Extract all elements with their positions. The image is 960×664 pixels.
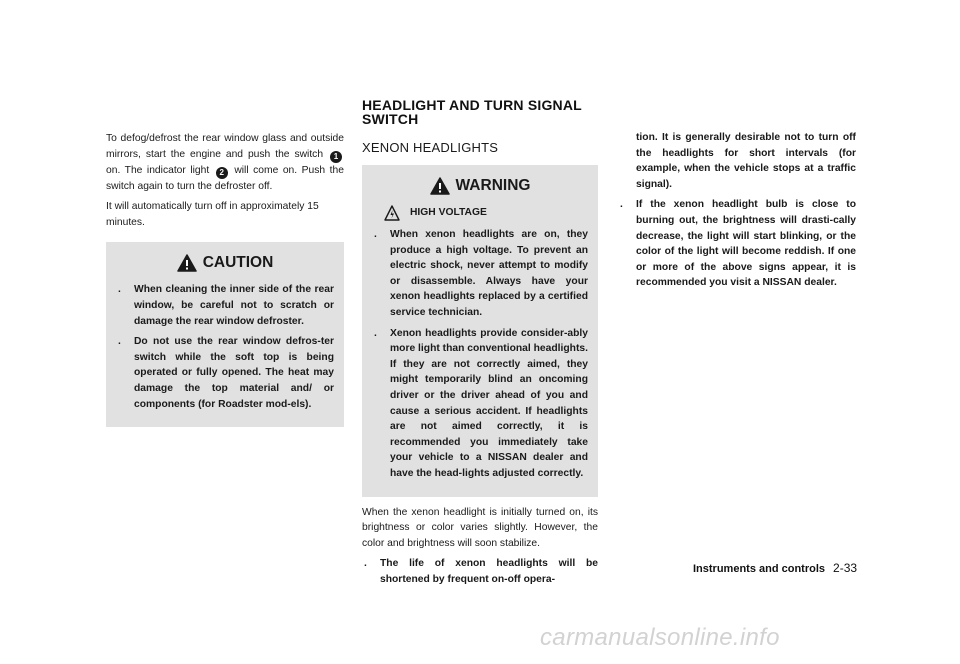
caution-item: . Do not use the rear window defros-ter switch while the soft top is being operated or fully opened. The heat may damage the top material and/ or components (for Roadster mod-els). bbox=[118, 336, 334, 410]
callout-1-icon: 1 bbox=[330, 151, 342, 163]
watermark: carmanualsonline.info bbox=[540, 624, 780, 651]
caution-item: . When cleaning the inner side of the rear window, be careful not to scratch or damage the rear window defroster. bbox=[118, 284, 334, 327]
warning-triangle-icon bbox=[430, 177, 450, 195]
xenon-life-item: . The life of xenon headlights will be shortened by frequent on-off opera- bbox=[364, 558, 598, 585]
column-middle bbox=[362, 140, 598, 592]
xenon-paragraph: When the xenon headlight is initially turned on, its brightness or color varies slightly. However, the color and brightness will soon stabilize. bbox=[362, 506, 598, 549]
defogger-paragraph: To defog/defrost the rear window glass and outside mirrors, start the engine and push the switch 1 on. The indicator light 2 will come on. Push the switch again to turn the defroster off. bbox=[106, 133, 344, 192]
high-voltage-row bbox=[384, 205, 588, 221]
high-voltage-icon bbox=[384, 205, 400, 221]
callout-2-icon: 2 bbox=[216, 167, 228, 179]
page-number: 2-33 bbox=[833, 561, 858, 575]
auto-off-paragraph: It will automatically turn off in approximately 15 minutes. bbox=[106, 201, 319, 228]
footer-section: Instruments and controls bbox=[693, 563, 826, 575]
section-heading-line2: SWITCH bbox=[362, 111, 419, 127]
warning-triangle-icon bbox=[177, 254, 197, 272]
warning-item: . When xenon headlights are on, they produce a high voltage. To prevent an electric shock, never attempt to modify or disassemble. Always have your xenon headlights replaced by a certified service technician. bbox=[374, 229, 588, 318]
continued-item: tion. It is generally desirable not to turn off the headlights for short intervals (for example, when the vehicle stops at a traffic signal). bbox=[636, 132, 856, 190]
warning-title: WARNING bbox=[372, 177, 588, 195]
high-voltage-label: HIGH VOLTAGE bbox=[410, 207, 487, 219]
column-right bbox=[618, 130, 856, 296]
bulb-burnout-item: . If the xenon headlight bulb is close to burning out, the brightness will drasti-cally decrease, the light will start blinking, or the color of the light will become reddish. If one or more of the above signs appear, it is recommended you visit a NISSAN dealer. bbox=[620, 199, 856, 289]
xenon-subheading: XENON HEADLIGHTS bbox=[362, 140, 499, 155]
section-heading-line1: HEADLIGHT AND TURN SIGNAL bbox=[362, 97, 582, 113]
section-heading bbox=[362, 98, 612, 126]
warning-item: . Xenon headlights provide consider-ably more light than conventional headlights. If they are not correctly aimed, they might temporarily blind an oncoming driver or the driver ahead of you and cause a serious accident. If headlights are not aimed correctly, it is recommended you immediately take your vehicle to a NISSAN dealer and have the head-lights adjusted correctly. bbox=[374, 327, 588, 479]
column-left bbox=[106, 131, 344, 427]
page-footer bbox=[693, 561, 857, 576]
caution-box bbox=[106, 242, 344, 427]
caution-title: CAUTION bbox=[116, 254, 334, 272]
warning-box bbox=[362, 165, 598, 497]
